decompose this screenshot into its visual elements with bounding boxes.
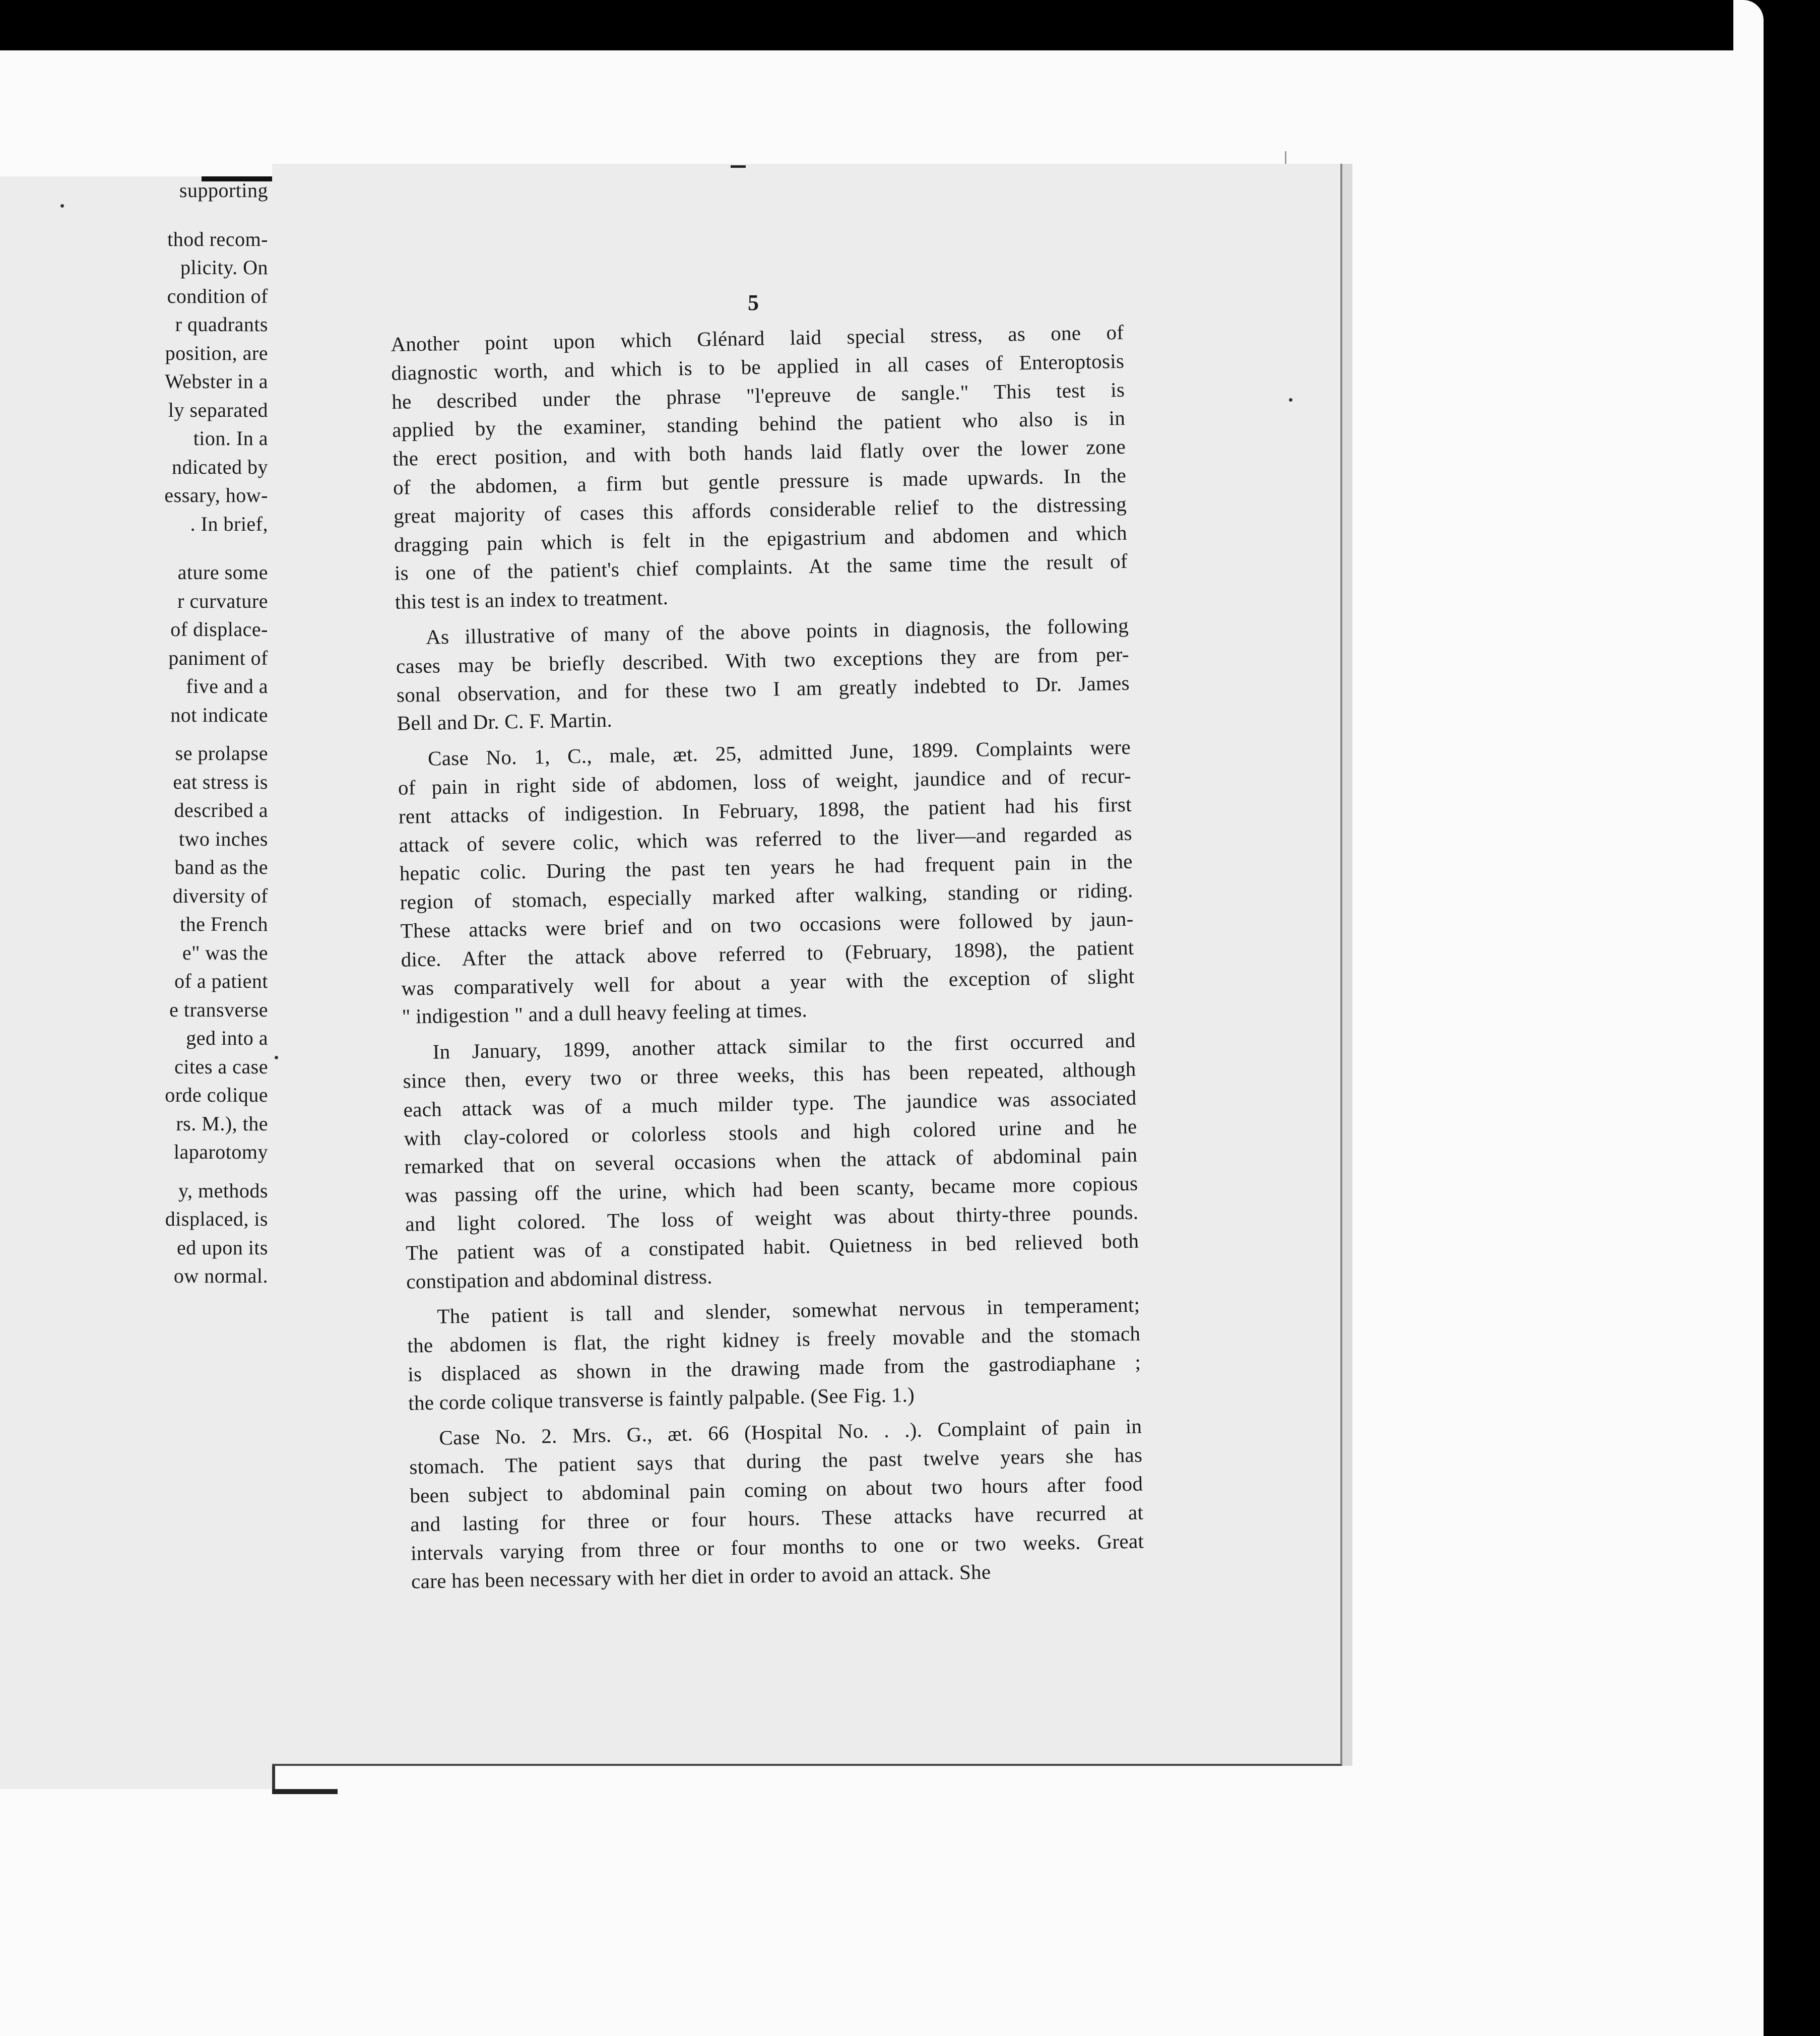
previous-page-line: of a patient <box>174 970 268 992</box>
text-line: hepatic colic. During the past ten years he had frequent pain in the <box>399 850 1133 885</box>
text-line: constipation and abdominal distress. <box>406 1264 713 1293</box>
previous-page-line: r curvature <box>177 589 268 612</box>
text-line: Case No. 1, C., male, æt. 25, admitted June, 1899. Complaints were <box>427 735 1131 771</box>
previous-page-line: ged into a <box>186 1027 268 1049</box>
text-line: with clay-colored or colorless stools and high colored urine and he <box>404 1114 1137 1150</box>
previous-page-line: . In brief, <box>190 512 268 535</box>
text-line: the abdomen is flat, the right kidney is freely movable and the stomach <box>407 1321 1141 1357</box>
text-line: of the abdomen, a firm but gentle pressure is made upwards. In the <box>393 463 1127 499</box>
previous-page-line: Webster in a <box>165 370 268 393</box>
paragraph <box>409 1412 1144 1596</box>
previous-page-line: ow normal. <box>173 1264 268 1287</box>
previous-page-line: the French <box>180 913 268 935</box>
text-line: he described under the phrase "l'epreuve de sangle." This test is <box>391 377 1125 413</box>
text-line: applied by the examiner, standing behind the patient who also is in <box>392 406 1126 442</box>
text-line: each attack was of a much milder type. The jaundice was associated <box>403 1086 1137 1121</box>
text-line: and light colored. The loss of weight was about thirty-three pounds. <box>405 1200 1139 1236</box>
previous-page-line: essary, how- <box>164 484 268 506</box>
previous-page-line: two inches <box>178 827 268 850</box>
page-body-text <box>391 318 1144 1596</box>
text-line: of pain in right side of abdomen, loss of weight, jaundice and of recur- <box>398 764 1132 799</box>
text-line: The patient was of a constipated habit. Quietness in bed relieved both <box>405 1229 1139 1264</box>
speck <box>60 204 64 208</box>
text-line: is one of the patient's chief complaints. At the same time the result of <box>394 549 1128 585</box>
text-line: care has been necessary with her diet in order to avoid an attack. She <box>411 1560 991 1594</box>
scan-mark <box>272 1789 338 1794</box>
text-line: intervals varying from three or four months to one or two weeks. Great <box>410 1529 1144 1565</box>
previous-page-line: not indicate <box>170 703 268 726</box>
previous-page-line: laparotomy <box>173 1140 268 1163</box>
text-line: The patient is tall and slender, somewhat nervous in temperament; <box>437 1293 1140 1328</box>
previous-page-line: five and a <box>186 675 268 697</box>
previous-page-line: described a <box>174 799 268 821</box>
text-line: remarked that on several occasions when the attack of abdominal pain <box>404 1142 1138 1179</box>
text-line: " indigestion " and a dull heavy feeling at times. <box>402 998 808 1029</box>
previous-page-line: diversity of <box>172 884 268 907</box>
text-line: was comparatively well for about a year with the exception of slight <box>401 964 1135 1000</box>
text-line: great majority of cases this affords considerable relief to the distressing <box>393 492 1127 528</box>
previous-page-line: thod recom- <box>167 227 268 250</box>
previous-page-line: e" was the <box>182 941 268 964</box>
paragraph <box>391 318 1128 616</box>
text-line: attack of severe colic, which was referred to the liver—and regarded as <box>399 821 1133 857</box>
text-line: dice. After the attack above referred to (February, 1898), the patient <box>401 935 1134 971</box>
text-line: These attacks were brief and on two occasions were followed by jaun- <box>400 907 1134 942</box>
text-line: rent attacks of indigestion. In February, 1898, the patient had his first <box>398 792 1132 828</box>
scan-border-right <box>1733 0 1820 2036</box>
text-line: diagnostic worth, and which is to be applied in all cases of Enteroptosis <box>391 349 1125 385</box>
previous-page-line: e transverse <box>169 998 268 1021</box>
previous-page-line: rs. M.), the <box>176 1112 268 1135</box>
previous-page-line: se prolapse <box>175 742 268 765</box>
previous-page-line: of displace- <box>170 618 268 641</box>
text-line: this test is an index to treatment. <box>395 586 669 614</box>
paragraph <box>398 733 1135 1031</box>
previous-page-line: r quadrants <box>175 313 268 336</box>
previous-page-line: cites a case <box>174 1055 268 1078</box>
text-line: the corde colique transverse is faintly palpable. (See Fig. 1.) <box>408 1382 915 1415</box>
text-line: and lasting for three or four hours. These attacks have recurred at <box>410 1500 1144 1536</box>
previous-page <box>0 176 275 1789</box>
text-line: was passing off the urine, which had been scanty, became more copious <box>405 1171 1138 1207</box>
text-line: is displaced as shown in the drawing made from the gastrodiaphane ; <box>407 1350 1141 1386</box>
text-line: been subject to abdominal pain coming on about two hours after food <box>409 1472 1143 1507</box>
previous-page-line: plicity. On <box>180 256 268 279</box>
scan-mark <box>731 165 746 168</box>
previous-page-line: displaced, is <box>165 1207 268 1230</box>
text-line: the erect position, and with both hands laid flatly over the lower zone <box>392 435 1126 471</box>
text-line: As illustrative of many of the above points in diagnosis, the following <box>425 613 1129 649</box>
previous-page-line: condition of <box>167 284 268 307</box>
previous-page-line: y, methods <box>178 1179 268 1202</box>
text-line: Another point upon which Glénard laid special stress, as one of <box>391 320 1124 356</box>
previous-page-line: ed upon its <box>176 1236 268 1259</box>
previous-page-line: ndicated by <box>172 455 268 478</box>
previous-page-line: ly separated <box>168 398 268 421</box>
text-line: Bell and Dr. C. F. Martin. <box>397 708 613 735</box>
speck <box>1289 398 1292 402</box>
previous-page-line: orde colique <box>165 1084 268 1106</box>
text-line: stomach. The patient says that during the past twelve years she has <box>409 1443 1143 1479</box>
text-line: cases may be briefly described. With two exceptions they are from per- <box>396 642 1130 678</box>
text-line: In January, 1899, another attack similar to the first occurred and <box>432 1028 1136 1063</box>
previous-page-line: tion. In a <box>193 427 268 450</box>
text-line: Case No. 2. Mrs. G., æt. 66 (Hospital No. . .). Complaint of pain in <box>439 1415 1142 1450</box>
previous-page-line: supporting <box>179 179 268 202</box>
previous-page-line: paniment of <box>168 646 268 669</box>
previous-page-line: position, are <box>165 341 268 364</box>
text-line: since then, every two or three weeks, this has been repeated, although <box>403 1057 1136 1093</box>
previous-page-line: eat stress is <box>173 770 268 793</box>
paragraph <box>407 1291 1142 1417</box>
speck <box>275 1056 278 1059</box>
text-line: dragging pain which is felt in the epigastrium and abdomen and which <box>394 521 1128 556</box>
previous-page-line: band as the <box>174 856 268 878</box>
previous-page-line: ature some <box>177 561 268 584</box>
paragraph <box>396 611 1131 738</box>
text-line: region of stomach, especially marked after walking, standing or riding. <box>400 878 1134 914</box>
text-line: sonal observation, and for these two I am greatly indebted to Dr. James <box>396 671 1130 707</box>
paragraph <box>402 1026 1139 1296</box>
page-number: 5 <box>748 290 759 315</box>
